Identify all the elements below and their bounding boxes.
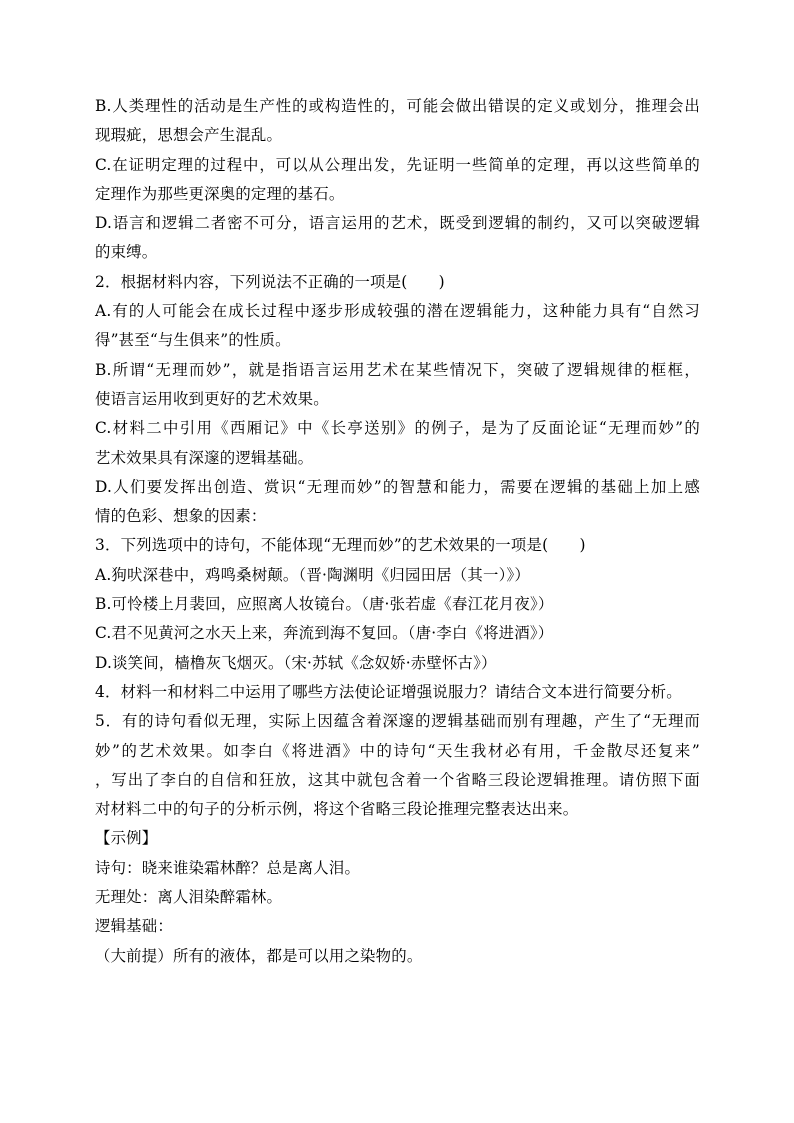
text-line: C.在证明定理的过程中，可以从公理出发，先证明一些简单的定理，再以这些简单的 [95,155,700,174]
text-line: 逻辑基础： [95,917,173,936]
text-line: （大前提）所有的液体，都是可以用之染物的。 [95,946,423,965]
text-line: 的束缚。 [95,243,158,262]
text-line: 使语言运用收到更好的艺术效果。 [95,389,329,408]
text-line: 5．有的诗句看似无理，实际上因蕴含着深邃的逻辑基础而别有理趣，产生了“无理而 [95,712,700,731]
text-line: A.狗吠深巷中，鸡鸣桑树颠。（晋·陶渊明《归园田居（其一）》） [95,565,530,584]
text-line: B.人类理性的活动是生产性的或构造性的，可能会做出错误的定义或划分，推理会出 [95,97,700,115]
text-line: 诗句：晓来谁染霜林醉？总是离人泪。 [95,858,361,877]
text-line: A.有的人可能会在成长过程中逐步形成较强的潜在逻辑能力，这种能力具有“自然习 [95,302,700,321]
text-line: 2．根据材料内容，下列说法不正确的一项是( ) [95,272,445,291]
text-line: B.所谓“无理而妙”，就是指语言运用艺术在某些情况下，突破了逻辑规律的框框， [95,360,700,379]
text-line: 【示例】 [95,829,158,848]
text-line: 4．材料一和材料二中运用了哪些方法使论证增强说服力？请结合文本进行简要分析。 [95,682,682,701]
text-line: C.材料二中引用《西厢记》中《长亭送别》的例子，是为了反面论证“无理而妙”的 [95,419,700,438]
text-line: B.可怜楼上月裴回，应照离人妆镜台。（唐·张若虚《春江花月夜》） [95,595,554,614]
document-page [95,92,700,971]
text-line: 情的色彩、想象的因素： [95,507,267,526]
text-line: 艺术效果具有深邃的逻辑基础。 [95,448,314,467]
text-line: 对材料二中的句子的分析示例，将这个省略三段论推理完整表达出来。 [95,800,579,819]
text-line: D.语言和逻辑二者密不可分，语言运用的艺术，既受到逻辑的制约，又可以突破逻辑 [95,214,700,233]
text-line: 3．下列选项中的诗句，不能体现“无理而妙”的艺术效果的一项是( ) [95,536,586,555]
text-line: C.君不见黄河之水天上来，奔流到海不复回。（唐·李白《将进酒》） [95,624,554,643]
text-line: 妙”的艺术效果。如李白《将进酒》中的诗句“天生我材必有用，千金散尽还复来” [95,741,700,760]
text-line: D.谈笑间，樯橹灰飞烟灭。（宋·苏轼《念奴娇·赤壁怀古》） [95,653,497,672]
text-line: 现瑕疵，思想会产生混乱。 [95,126,283,145]
text-line: 得”甚至“与生俱来”的性质。 [95,331,291,350]
text-line: D.人们要发挥出创造、赏识“无理而妙”的智慧和能力，需要在逻辑的基础上加上感 [95,477,700,496]
text-line: 定理作为那些更深奥的定理的基石。 [95,184,345,203]
text-line: ，写出了李白的自信和狂放，这其中就包含着一个省略三段论逻辑推理。请仿照下面 [95,770,700,789]
text-line: 无理处：离人泪染醉霜林。 [95,888,283,907]
